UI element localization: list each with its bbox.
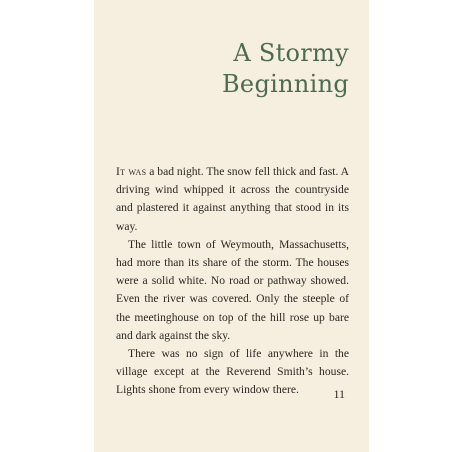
chapter-body [116,163,349,400]
book-page [94,0,369,452]
paragraph-1-text: a bad night. The snow fell thick and fast. A driving wind whipped it across the countryside and plastered it against anything that stood in its way. [116,165,349,233]
chapter-title-line-1: A Stormy [233,39,349,67]
paragraph-3: There was no sign of life anywhere in the village except at the Reverend Smith’s house. Lights shone from every window there. [116,347,349,397]
chapter-title-line-2: Beginning [222,70,349,98]
chapter-title [222,38,349,100]
paragraph-2: The little town of Weymouth, Massachusetts, had more than its share of the storm. The houses were a solid white. No road or pathway showed. Even the river was covered. Only the steeple of the meetinghouse on top of the hill rose up bare and dark against the sky. [116,237,349,342]
page-number: 11 [333,387,345,401]
paragraph-1-lead: It was [116,165,147,178]
paragraph-1 [116,163,349,236]
